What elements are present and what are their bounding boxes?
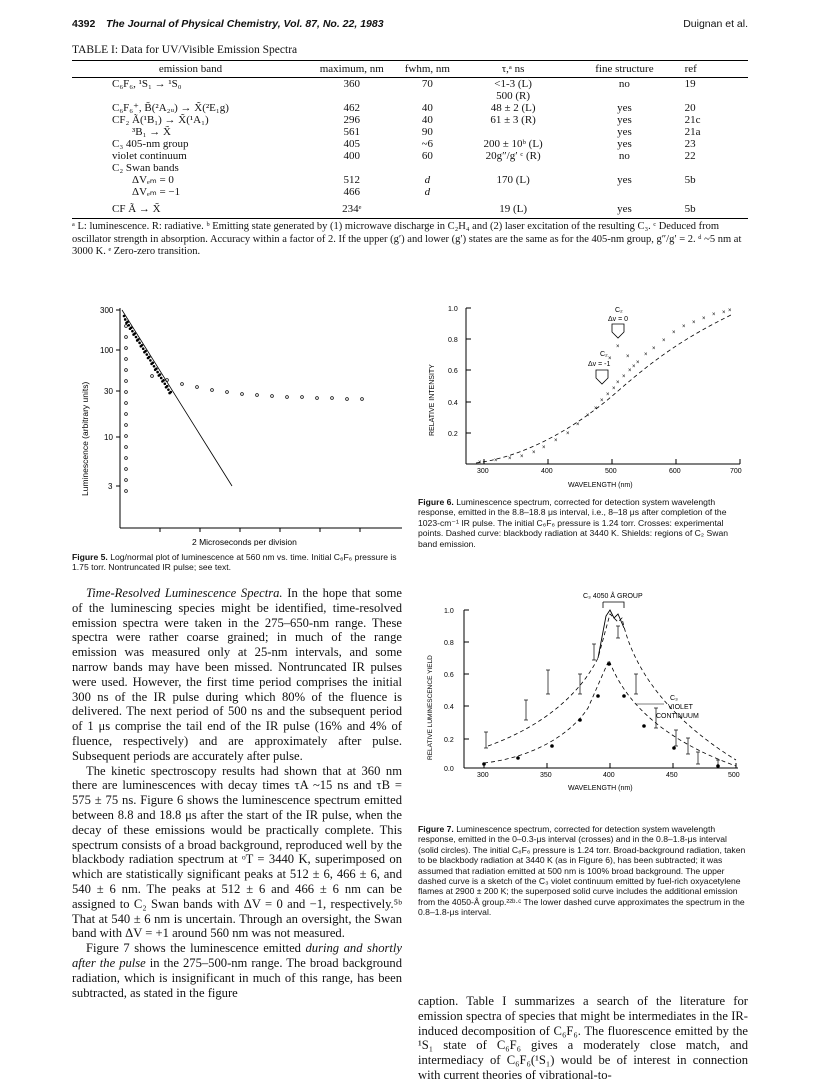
y-tick-label: 0.4 (448, 400, 458, 407)
cell-band: C₆F₆, ¹S₁ → ¹S₀ (112, 78, 182, 90)
annotation: CONTINUUM (656, 713, 699, 720)
caption-label: Figure 7. (418, 824, 454, 834)
cell-fine: yes (566, 198, 682, 219)
table-header-row (72, 61, 748, 78)
data-point (241, 393, 244, 396)
data-point: × (520, 454, 524, 460)
data-point: × (586, 413, 590, 419)
cell-ref: 22 (684, 150, 696, 162)
data-point (141, 344, 144, 347)
data-point (181, 383, 184, 386)
figure-top-label: C₃ 4050 Å GROUP (583, 593, 643, 600)
data-point (162, 379, 165, 382)
y-tick-label: 0.6 (444, 672, 454, 679)
caption-text: Luminescence spectrum, corrected for detection system wavelength response, emitted in the 8.8–18.8 μs interval, i.e., 8–18 μs after completion of the 1023-cm⁻¹ IR pulse. The initial C₆F₆ pressure is 1.24 torr. Crosses: experimental points. Dashed curve: blackbody radiation at 3440 K. Shields: regions of C₂ Swan band emission. (418, 497, 729, 549)
y-axis-label: Luminescence (arbitrary units) (80, 381, 90, 496)
y-tick-label: 0.2 (444, 737, 454, 744)
cell-max: 405 (343, 138, 361, 150)
data-point (153, 365, 156, 368)
data-point: × (626, 354, 630, 360)
data-point (167, 388, 170, 391)
cell-ref: 5b (683, 198, 748, 219)
data-point (125, 358, 128, 361)
data-point (137, 338, 140, 341)
paragraph: caption. Table I summarizes a search of the literature for emission spectra of species that might be intermediates in the IR-induced decomposition of C₆F₆. The fluorescence emitted by the ¹S₁ state of C₆F₆ gives a moderately close match, and intermediacy of C₆F₆(¹S₁) would be of interest in connection with current theories of vibrational-to- (418, 994, 748, 1082)
cell-ref: 21c (684, 114, 701, 126)
data-point (125, 391, 128, 394)
data-point (125, 413, 128, 416)
cell-max (309, 90, 395, 102)
cell-fine: no (618, 78, 630, 90)
cell-fine (566, 90, 682, 102)
data-point (716, 764, 720, 768)
data-point: × (672, 330, 676, 336)
paragraph-text: In the hope that some of the luminescing species might be identified, time-resolved emission spectra were taken in the 275–650-nm range. These spectra were rather coarse grained; in much of the range emission was measured only at 25-nm intervals, and some narrow bands may have been missed. Nontruncated IR pulses were used. However, the first time period comprises the initial 300 ns of the IR pulse during which 80% of the fluence is delivered. The next period of 500 ns and the subsequent period of 1 μs comprise the tail end of the IR pulse (16% and 4% of fluence, respectively) and are approximately after pulse. Subsequent periods are accurately after pulse. (72, 586, 402, 763)
cell-fwhm: d (424, 186, 431, 198)
x-tick-label: 500 (728, 772, 740, 779)
y-tick-label: 30 (104, 387, 113, 396)
cell-band: ΔVₑₘ = −1 (132, 186, 181, 198)
y-tick-label: 0.6 (448, 368, 458, 375)
x-tick-label: 300 (477, 772, 489, 779)
annotation: Δv = 0 (608, 316, 629, 323)
data-points (478, 308, 732, 466)
annotation: Δv = -1 (588, 361, 611, 368)
data-point: × (622, 374, 626, 380)
data-point (125, 336, 128, 339)
y-tick-label: 10 (104, 433, 113, 442)
data-point (642, 724, 646, 728)
data-point: × (508, 456, 512, 462)
data-point (125, 446, 128, 449)
cell-ref (683, 162, 748, 174)
data-point (482, 762, 486, 766)
table-row (72, 102, 748, 114)
section-heading: Time-Resolved Luminescence Spectra. (86, 586, 283, 600)
group-bracket (603, 602, 624, 608)
data-point (301, 396, 304, 399)
y-axis-label: RELATIVE INTENSITY (429, 364, 436, 436)
data-point (607, 662, 611, 666)
y-tick-label: 1.0 (448, 306, 458, 313)
table-row (72, 126, 748, 138)
data-point (196, 386, 199, 389)
cell-tau: 61 ± 3 (R) (490, 114, 536, 126)
superposed-solid-curve (598, 610, 624, 658)
cell-tau (460, 186, 566, 198)
table-title: TABLE I: Data for UV/Visible Emission Spectra (72, 44, 298, 56)
data-point (125, 490, 128, 493)
paragraph-text: in the 275–500-nm range. The broad background radiation, which is insignificant in much of this range, has been subtracted, as stated in the figure (72, 955, 402, 1000)
data-point: × (702, 316, 706, 322)
cell-ref (683, 90, 748, 102)
data-point: × (644, 352, 648, 358)
cell-band: ³B₁ → X̃ (132, 126, 171, 138)
data-point (152, 362, 155, 365)
cell-ref: 20 (684, 102, 696, 114)
data-point (271, 395, 274, 398)
x-axis-label: WAVELENGTH (nm) (568, 785, 633, 792)
cell-tau: 48 ± 2 (L) (490, 102, 536, 114)
data-point (346, 398, 349, 401)
cell-max: 462 (343, 102, 361, 114)
data-point (144, 350, 147, 353)
x-axis-label: WAVELENGTH (nm) (568, 482, 633, 489)
data-point: × (616, 380, 620, 386)
data-point: × (478, 460, 482, 466)
data-point (125, 380, 128, 383)
paragraph (72, 586, 402, 764)
data-point (126, 321, 129, 324)
data-point (160, 377, 163, 380)
cell-fwhm: 90 (421, 126, 433, 138)
cell-fwhm: ~6 (421, 138, 434, 150)
cell-tau: 200 ± 10ᵇ (L) (483, 138, 543, 150)
data-point (124, 318, 127, 321)
y-tick-label: 3 (108, 482, 113, 491)
figure-7 (418, 588, 748, 800)
y-tick-label: 100 (100, 346, 114, 355)
cell-fwhm (395, 162, 460, 174)
shield-icon (612, 324, 624, 338)
data-point (138, 342, 141, 345)
data-point (130, 326, 133, 329)
x-tick-label: 400 (603, 772, 615, 779)
x-tick-label: 350 (540, 772, 552, 779)
cell-ref: 5b (684, 174, 696, 186)
cell-max: 512 (343, 174, 361, 186)
cell-band: C₃ 405-nm group (112, 138, 189, 150)
cell-max: 466 (343, 186, 361, 198)
data-point: × (628, 368, 632, 374)
upper-dashed-curve (488, 614, 736, 760)
data-point: × (608, 356, 612, 362)
cell-fine: yes (617, 126, 632, 138)
data-point (131, 330, 134, 333)
cell-max: 400 (343, 150, 361, 162)
cell-tau: <1-3 (L) (494, 78, 532, 90)
y-ticks (448, 306, 471, 438)
data-point (142, 347, 145, 350)
blackbody-curve (476, 314, 733, 463)
cell-fine: no (618, 150, 630, 162)
journal-title: The Journal of Physical Chemistry, Vol. 87, No. 22, 1983 (105, 18, 384, 30)
data-point: × (566, 431, 570, 437)
cell-ref: 19 (684, 78, 696, 90)
y-tick-label: 0.2 (448, 431, 458, 438)
caption-label: Figure 5. (72, 552, 108, 562)
table-row (72, 150, 748, 162)
data-point (316, 397, 319, 400)
data-point: × (576, 422, 580, 428)
shield-icon (596, 370, 608, 384)
data-point (170, 391, 173, 394)
data-point (128, 324, 131, 327)
annotation: C₂ (600, 351, 608, 358)
data-point: × (600, 398, 604, 404)
data-point (166, 385, 169, 388)
data-point (123, 315, 126, 318)
cell-band: C₂ Swan bands (112, 162, 179, 174)
cell-fwhm (395, 198, 460, 219)
cell-fwhm: 40 (421, 102, 433, 114)
data-point (125, 402, 128, 405)
paragraph: The kinetic spectroscopy results had shown that at 360 nm there are luminescences with decay times τA ~15 ns and τB = 575 ± 75 ns. Figure 6 shows the luminescence spectrum emitted between 8.8 and 18.8 μs after the start of the IR pulse, when the decay of these emissions would be practically complete. This spectrum consists of a broad background, reproduced well by the blackbody radiation spectrum at ᵒT = 3440 K, superimposed on which are statistically significant peaks at 512 ± 6, 466 ± 6, and 540 ± 6 nm. The peaks at 512 ± 6 and 466 ± 6 nm can be assigned to C₂ Swan bands with ΔV = 0 and −1, respectively.⁵ᵇ That at 540 ± 6 nm is uncertain. Through an oversight, the Swan band with ΔV = +1 around 560 nm was not measured. (72, 763, 402, 941)
annotation: VIOLET (668, 704, 693, 711)
data-point (151, 375, 154, 378)
fit-line (122, 310, 232, 486)
cell-fwhm (395, 90, 460, 102)
table-row (72, 174, 748, 186)
data-point: × (494, 458, 498, 464)
data-point (125, 369, 128, 372)
y-tick-label: 1.0 (444, 608, 454, 615)
data-point: × (662, 338, 666, 344)
data-point: × (532, 450, 536, 456)
data-point (125, 325, 128, 328)
cell-tau: 170 (L) (496, 174, 530, 186)
x-ticks (477, 763, 740, 779)
figure-7-caption (418, 824, 748, 918)
cell-max: 234ᵉ (309, 198, 395, 219)
x-tick-label: 700 (730, 468, 742, 475)
table-row (72, 138, 748, 150)
data-point: × (632, 364, 636, 370)
data-point (135, 336, 138, 339)
table-row (72, 90, 748, 102)
y-ticks (444, 608, 469, 773)
running-head (72, 18, 748, 38)
data-point: × (606, 392, 610, 398)
data-point (125, 347, 128, 350)
cell-tau (460, 162, 566, 174)
data-point (134, 332, 137, 335)
y-tick-label: 0.8 (448, 337, 458, 344)
data-point: × (636, 360, 640, 366)
emphasis: during and shortly after the pulse (72, 941, 403, 970)
table-row (72, 114, 748, 126)
cell-fwhm: d (424, 174, 431, 186)
cell-band: CF Ã → X̃ (72, 198, 309, 219)
table-block (72, 38, 748, 259)
y-tick-label: 0.8 (444, 640, 454, 647)
data-point (672, 746, 676, 750)
data-point: × (612, 386, 616, 392)
cell-fine: yes (617, 174, 632, 186)
data-point (550, 744, 554, 748)
data-point (125, 435, 128, 438)
data-point: × (722, 310, 726, 316)
data-point: × (542, 445, 546, 451)
cell-fine (566, 162, 682, 174)
data-point (159, 373, 162, 376)
cell-ref: 23 (684, 138, 696, 150)
figure-5-axes (80, 306, 402, 546)
table-row (72, 186, 748, 198)
table-row (72, 198, 748, 219)
data-point: × (594, 406, 598, 412)
table-footnotes: ᵃ L: luminescence. R: radiative. ᵇ Emitting state generated by (1) microwave discharge in C₂H₄ and (2) laser excitation of the resulting C₃. ᶜ Deduced from oscillator strength in absorption. Accuracy within a factor of 2. If the upper (g′) and lower (g′) states are the same as for the 405-nm group, g″/g′ = 2. ᵈ ~5 nm at 3000 K. ᵉ Zero-zero transition. (72, 221, 742, 257)
cell-ref (683, 186, 748, 198)
data-point (125, 468, 128, 471)
figure-6 (418, 296, 748, 492)
annotation: C₂ (615, 307, 623, 314)
x-tick-label: 450 (666, 772, 678, 779)
cell-max (309, 162, 395, 174)
data-point (256, 394, 259, 397)
data-point (226, 391, 229, 394)
x-tick-label: 500 (605, 468, 617, 475)
right-column-text (418, 994, 748, 1083)
col-header: ref (683, 61, 748, 78)
col-header: fine structure (566, 61, 682, 78)
data-point (286, 396, 289, 399)
x-tick-label: 400 (541, 468, 553, 475)
annotation: C₃ (670, 695, 678, 702)
cell-band: violet continuum (112, 150, 187, 162)
cell-band (72, 90, 309, 102)
data-point (125, 479, 128, 482)
cell-tau: 19 (L) (460, 198, 566, 219)
col-header: maximum, nm (309, 61, 395, 78)
data-point (578, 718, 582, 722)
data-point (146, 353, 149, 356)
paragraph-text: Figure 7 shows the luminescence emitted (86, 941, 306, 956)
data-point (331, 397, 334, 400)
data-point (622, 694, 626, 698)
col-header: τ,ᵃ ns (460, 61, 566, 78)
cell-ref: 21a (684, 126, 701, 138)
data-point (156, 371, 159, 374)
data-point (361, 398, 364, 401)
data-point (155, 367, 158, 370)
figure-5 (72, 296, 402, 546)
figure-5-caption (72, 552, 402, 573)
cell-band: C₆F₆⁺, B̃(²A₂ᵤ) → X̃(²E₁g) (112, 102, 229, 114)
table-row (72, 162, 748, 174)
data-point: × (692, 320, 696, 326)
x-ticks (477, 459, 742, 475)
cell-fwhm: 60 (421, 150, 433, 162)
cell-band: ΔVₑₘ = 0 (132, 174, 174, 186)
data-point (125, 424, 128, 427)
cell-fine: yes (617, 102, 632, 114)
x-tick-label: 600 (669, 468, 681, 475)
data-point (149, 359, 152, 362)
cell-fine: yes (617, 114, 632, 126)
data-point: × (652, 346, 656, 352)
data-point (148, 356, 151, 359)
y-tick-label: 0.4 (444, 704, 454, 711)
data-point (596, 694, 600, 698)
data-point (164, 383, 167, 386)
caption-text: Luminescence spectrum, corrected for detection system wavelength response, emitted in the 0–0.3-μs interval (crosses) and in the 0.8–1.8-μs interval (solid circles). The initial C₆F₆ pressure is 1.24 torr. Broad-background radiation, taken to be blackbody radiation at 3440 K (as in Figure 6), has been subtracted; it was assumed that radiation emitted at 500 nm is 100% broad background. The upper dashed curve is a sketch of the C₃ violet continuum emitted by fuel-rich oxyacetylene flames at 2900 ± 200 K; the superposed solid curve includes the additional emission from the 4050-Å group.²²ᵇ·ᶜ The lower dashed curve approximates the spectrum in the 0.8–1.8-μs interval. (418, 824, 746, 918)
cell-fwhm: 40 (421, 114, 433, 126)
y-tick-label: 0.0 (444, 766, 454, 773)
caption-label: Figure 6. (418, 497, 454, 507)
data-point (516, 756, 520, 760)
y-tick-label: 300 (100, 306, 114, 315)
cell-fine: yes (617, 138, 632, 150)
cell-max: 296 (343, 114, 361, 126)
cell-max: 360 (343, 78, 361, 90)
author-header: Duignan et al. (683, 18, 748, 30)
figure-6-caption (418, 497, 748, 549)
cell-max: 561 (343, 126, 361, 138)
cell-fwhm: 70 (421, 78, 433, 90)
data-point: × (554, 438, 558, 444)
data-point: × (728, 308, 732, 314)
table-row (72, 78, 748, 91)
data-points (123, 315, 364, 493)
cell-tau: 500 (R) (496, 90, 531, 102)
data-point (125, 457, 128, 460)
y-axis-label: RELATIVE LUMINESCENCE YIELD (427, 655, 434, 760)
data-point: × (616, 344, 620, 350)
data-point: × (712, 312, 716, 318)
left-column-text (72, 586, 402, 1000)
cell-band: CF₂ Ã(¹B₁) → X̃(¹A₁) (112, 114, 209, 126)
col-header: emission band (72, 61, 309, 78)
x-tick-label: 300 (477, 468, 489, 475)
page-number: 4392 (72, 18, 96, 30)
data-table (72, 60, 748, 219)
col-header: fwhm, nm (395, 61, 460, 78)
data-point: × (682, 324, 686, 330)
data-point (211, 389, 214, 392)
x-axis-label: 2 Microseconds per division (192, 537, 297, 546)
cell-tau (460, 126, 566, 138)
paragraph (72, 941, 402, 1000)
cell-fine (566, 186, 682, 198)
caption-text: Log/normal plot of luminescence at 560 nm vs. time. Initial C₆F₆ pressure is 1.75 torr. Nontruncated IR pulse; see text. (72, 552, 397, 573)
cell-tau: 20g″/g′ ᶜ (R) (485, 150, 541, 162)
